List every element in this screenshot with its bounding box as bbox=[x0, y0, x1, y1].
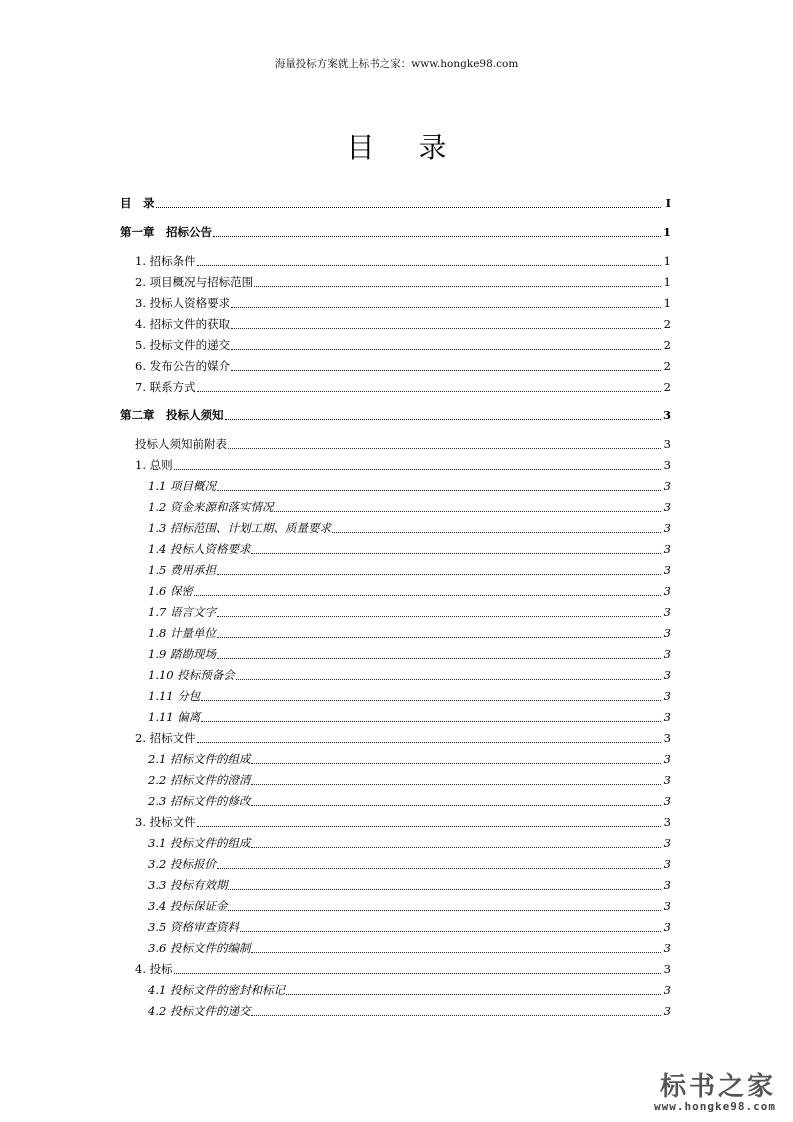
toc-dot-leader bbox=[231, 318, 661, 329]
toc-entry-page: 3 bbox=[663, 605, 671, 619]
toc-entry-label: 1.4 投标人资格要求 bbox=[148, 542, 251, 556]
toc-dot-leader bbox=[217, 480, 661, 491]
toc-entry[interactable] bbox=[0, 748, 793, 766]
toc-entry-page: 3 bbox=[663, 857, 671, 871]
toc-entry-label: 1.11 分包 bbox=[148, 689, 201, 703]
toc-dot-leader bbox=[217, 564, 661, 575]
toc-dot-leader bbox=[286, 984, 661, 995]
toc-entry-page: 3 bbox=[663, 479, 671, 493]
toc-entry[interactable] bbox=[0, 874, 793, 892]
toc-entry[interactable] bbox=[0, 376, 793, 394]
toc-entry-page: 3 bbox=[663, 458, 671, 472]
toc-entry-label: 目 录 bbox=[120, 196, 155, 210]
toc-entry-label: 1.2 资金来源和落实情况 bbox=[148, 500, 274, 514]
toc-dot-leader bbox=[225, 409, 662, 420]
toc-entry-page: 3 bbox=[663, 710, 671, 724]
toc-entry-page: 2 bbox=[663, 317, 671, 331]
toc-dot-leader bbox=[194, 585, 661, 596]
toc-entry[interactable] bbox=[0, 433, 793, 451]
toc-entry-page: 2 bbox=[663, 359, 671, 373]
toc-entry-label: 2. 项目概况与招标范围 bbox=[135, 275, 254, 289]
toc-entry-page: 3 bbox=[663, 542, 671, 556]
toc-dot-leader bbox=[236, 669, 661, 680]
toc-entry-page: 3 bbox=[663, 983, 671, 997]
toc-entry[interactable] bbox=[0, 601, 793, 619]
toc-entry-page: 3 bbox=[662, 408, 671, 422]
toc-dot-leader bbox=[231, 339, 661, 350]
toc-entry-label: 3.5 资格审查资料 bbox=[148, 920, 239, 934]
toc-dot-leader bbox=[228, 438, 661, 449]
page-title: 目录 bbox=[346, 131, 491, 164]
toc-entry-label: 第一章 招标公告 bbox=[120, 225, 212, 239]
toc-entry[interactable] bbox=[0, 643, 793, 661]
toc-entry[interactable] bbox=[0, 727, 793, 745]
toc-entry-label: 1.10 投标预备会 bbox=[148, 668, 235, 682]
toc-dot-leader bbox=[213, 226, 661, 237]
toc-entry-page: 3 bbox=[663, 899, 671, 913]
toc-entry-page: 3 bbox=[663, 878, 671, 892]
toc-entry[interactable] bbox=[0, 334, 793, 352]
toc-dot-leader bbox=[251, 837, 661, 848]
toc-entry-label: 2.2 招标文件的澄清 bbox=[148, 773, 251, 787]
toc-entry-label: 1.1 项目概况 bbox=[148, 479, 216, 493]
toc-entry[interactable] bbox=[0, 979, 793, 997]
toc-entry-page: 3 bbox=[663, 752, 671, 766]
toc-entry-label: 3.6 投标文件的编制 bbox=[148, 941, 251, 955]
toc-entry[interactable] bbox=[0, 517, 793, 535]
toc-entry[interactable] bbox=[0, 355, 793, 373]
toc-dot-leader bbox=[174, 963, 661, 974]
toc-entry[interactable] bbox=[0, 790, 793, 808]
toc-entry-label: 6. 发布公告的媒介 bbox=[135, 359, 231, 373]
toc-entry-page: 2 bbox=[663, 338, 671, 352]
toc-entry-page: 3 bbox=[663, 962, 671, 976]
toc-entry-label: 3. 投标文件 bbox=[135, 815, 196, 829]
toc-entry-page: 3 bbox=[663, 626, 671, 640]
toc-entry-page: 3 bbox=[663, 815, 671, 829]
toc-dot-leader bbox=[231, 360, 661, 371]
toc-entry-label: 3.2 投标报价 bbox=[148, 857, 216, 871]
toc-entry[interactable] bbox=[0, 496, 793, 514]
toc-dot-leader bbox=[251, 1005, 661, 1016]
toc-entry[interactable] bbox=[0, 580, 793, 598]
toc-entry[interactable] bbox=[0, 664, 793, 682]
toc-entry-label: 7. 联系方式 bbox=[135, 380, 196, 394]
brand-logo bbox=[640, 1058, 790, 1118]
toc-entry-label: 第二章 投标人须知 bbox=[120, 408, 224, 422]
toc-entry-page: 3 bbox=[663, 836, 671, 850]
toc-entry-label: 投标人须知前附表 bbox=[135, 437, 227, 451]
toc-entry-label: 5. 投标文件的递交 bbox=[135, 338, 231, 352]
toc-entry[interactable] bbox=[0, 769, 793, 787]
toc-entry-page: 3 bbox=[663, 647, 671, 661]
toc-entry[interactable] bbox=[0, 221, 793, 239]
toc-entry-label: 1.5 费用承担 bbox=[148, 563, 216, 577]
toc-entry-label: 4.2 投标文件的递交 bbox=[148, 1004, 251, 1018]
toc-entry[interactable] bbox=[0, 313, 793, 331]
toc-entry-page: 3 bbox=[663, 1004, 671, 1018]
toc-dot-leader bbox=[251, 753, 661, 764]
toc-entry[interactable] bbox=[0, 271, 793, 289]
toc-entry[interactable] bbox=[0, 475, 793, 493]
toc-entry-page: 3 bbox=[663, 941, 671, 955]
toc-entry-label: 1.11 偏离 bbox=[148, 710, 201, 724]
toc-entry-page: 3 bbox=[663, 920, 671, 934]
toc-entry-label: 3.3 投标有效期 bbox=[148, 878, 228, 892]
toc-entry[interactable] bbox=[0, 916, 793, 934]
toc-dot-leader bbox=[332, 522, 661, 533]
logo-url: www.hongke98.com bbox=[654, 1100, 776, 1113]
toc-entry[interactable] bbox=[0, 538, 793, 556]
toc-dot-leader bbox=[240, 921, 661, 932]
toc-dot-leader bbox=[156, 197, 662, 208]
toc-dot-leader bbox=[274, 501, 661, 512]
toc-entry-page: 3 bbox=[663, 437, 671, 451]
logo-name: 标书之家 bbox=[660, 1072, 777, 1102]
toc-entry-page: 3 bbox=[663, 689, 671, 703]
toc-entry-page: 2 bbox=[663, 380, 671, 394]
toc-dot-leader bbox=[231, 297, 661, 308]
toc-dot-leader bbox=[254, 276, 661, 287]
toc-entry-label: 1. 总则 bbox=[135, 458, 173, 472]
toc-entry[interactable] bbox=[0, 958, 793, 976]
toc-dot-leader bbox=[197, 255, 661, 266]
toc-entry-label: 1.8 计量单位 bbox=[148, 626, 216, 640]
toc-entry-page: I bbox=[665, 196, 671, 210]
toc-entry-label: 3.4 投标保证金 bbox=[148, 899, 228, 913]
toc-entry-page: 1 bbox=[663, 254, 671, 268]
toc-entry[interactable] bbox=[0, 559, 793, 577]
toc-entry[interactable] bbox=[0, 706, 793, 724]
page-header: 海量投标方案就上标书之家：www.hongke98.com bbox=[274, 58, 519, 70]
toc-dot-leader bbox=[201, 690, 661, 701]
toc-entry-page: 3 bbox=[663, 500, 671, 514]
toc-dot-leader bbox=[228, 900, 661, 911]
toc-dot-leader bbox=[251, 774, 661, 785]
toc-dot-leader bbox=[201, 711, 661, 722]
toc-entry-label: 1.6 保密 bbox=[148, 584, 193, 598]
toc-dot-leader bbox=[217, 858, 661, 869]
toc-entry[interactable] bbox=[0, 832, 793, 850]
toc-entry[interactable] bbox=[0, 685, 793, 703]
toc-entry-label: 1.3 招标范围、计划工期、质量要求 bbox=[148, 521, 331, 535]
toc-entry[interactable] bbox=[0, 250, 793, 268]
toc-entry-label: 4. 招标文件的获取 bbox=[135, 317, 231, 331]
toc-dot-leader bbox=[174, 459, 661, 470]
toc-entry-label: 1. 招标条件 bbox=[135, 254, 196, 268]
toc-entry-page: 3 bbox=[663, 773, 671, 787]
toc-dot-leader bbox=[217, 627, 661, 638]
toc-entry-page: 1 bbox=[663, 296, 671, 310]
toc-entry[interactable] bbox=[0, 622, 793, 640]
toc-dot-leader bbox=[217, 606, 661, 617]
toc-entry-label: 4.1 投标文件的密封和标记 bbox=[148, 983, 285, 997]
toc-dot-leader bbox=[217, 648, 661, 659]
toc-entry[interactable] bbox=[0, 853, 793, 871]
toc-entry-label: 3.1 投标文件的组成 bbox=[148, 836, 251, 850]
toc-entry-label: 1.9 踏勘现场 bbox=[148, 647, 216, 661]
toc-dot-leader bbox=[251, 795, 661, 806]
toc-entry-label: 1.7 语言文字 bbox=[148, 605, 216, 619]
toc-entry-label: 2.1 招标文件的组成 bbox=[148, 752, 251, 766]
toc-entry-page: 3 bbox=[663, 731, 671, 745]
toc-entry-page: 1 bbox=[662, 225, 671, 239]
toc-dot-leader bbox=[197, 381, 661, 392]
toc-entry[interactable] bbox=[0, 192, 793, 210]
toc-entry-label: 2. 招标文件 bbox=[135, 731, 196, 745]
toc-dot-leader bbox=[228, 879, 661, 890]
toc-entry[interactable] bbox=[0, 1000, 793, 1018]
toc-dot-leader bbox=[251, 942, 661, 953]
toc-dot-leader bbox=[251, 543, 661, 554]
toc-entry-page: 3 bbox=[663, 563, 671, 577]
toc-entry-page: 1 bbox=[663, 275, 671, 289]
toc-dot-leader bbox=[197, 816, 661, 827]
toc-entry-label: 4. 投标 bbox=[135, 962, 173, 976]
toc-entry[interactable] bbox=[0, 937, 793, 955]
toc-dot-leader bbox=[197, 732, 661, 743]
toc-entry[interactable] bbox=[0, 454, 793, 472]
toc-entry-page: 3 bbox=[663, 521, 671, 535]
toc-entry[interactable] bbox=[0, 292, 793, 310]
toc-entry-page: 3 bbox=[663, 584, 671, 598]
toc-entry[interactable] bbox=[0, 404, 793, 422]
toc-entry[interactable] bbox=[0, 811, 793, 829]
toc-entry-page: 3 bbox=[663, 668, 671, 682]
toc-entry-page: 3 bbox=[663, 794, 671, 808]
toc-entry-label: 3. 投标人资格要求 bbox=[135, 296, 231, 310]
toc-entry-label: 2.3 招标文件的修改 bbox=[148, 794, 251, 808]
toc-entry[interactable] bbox=[0, 895, 793, 913]
